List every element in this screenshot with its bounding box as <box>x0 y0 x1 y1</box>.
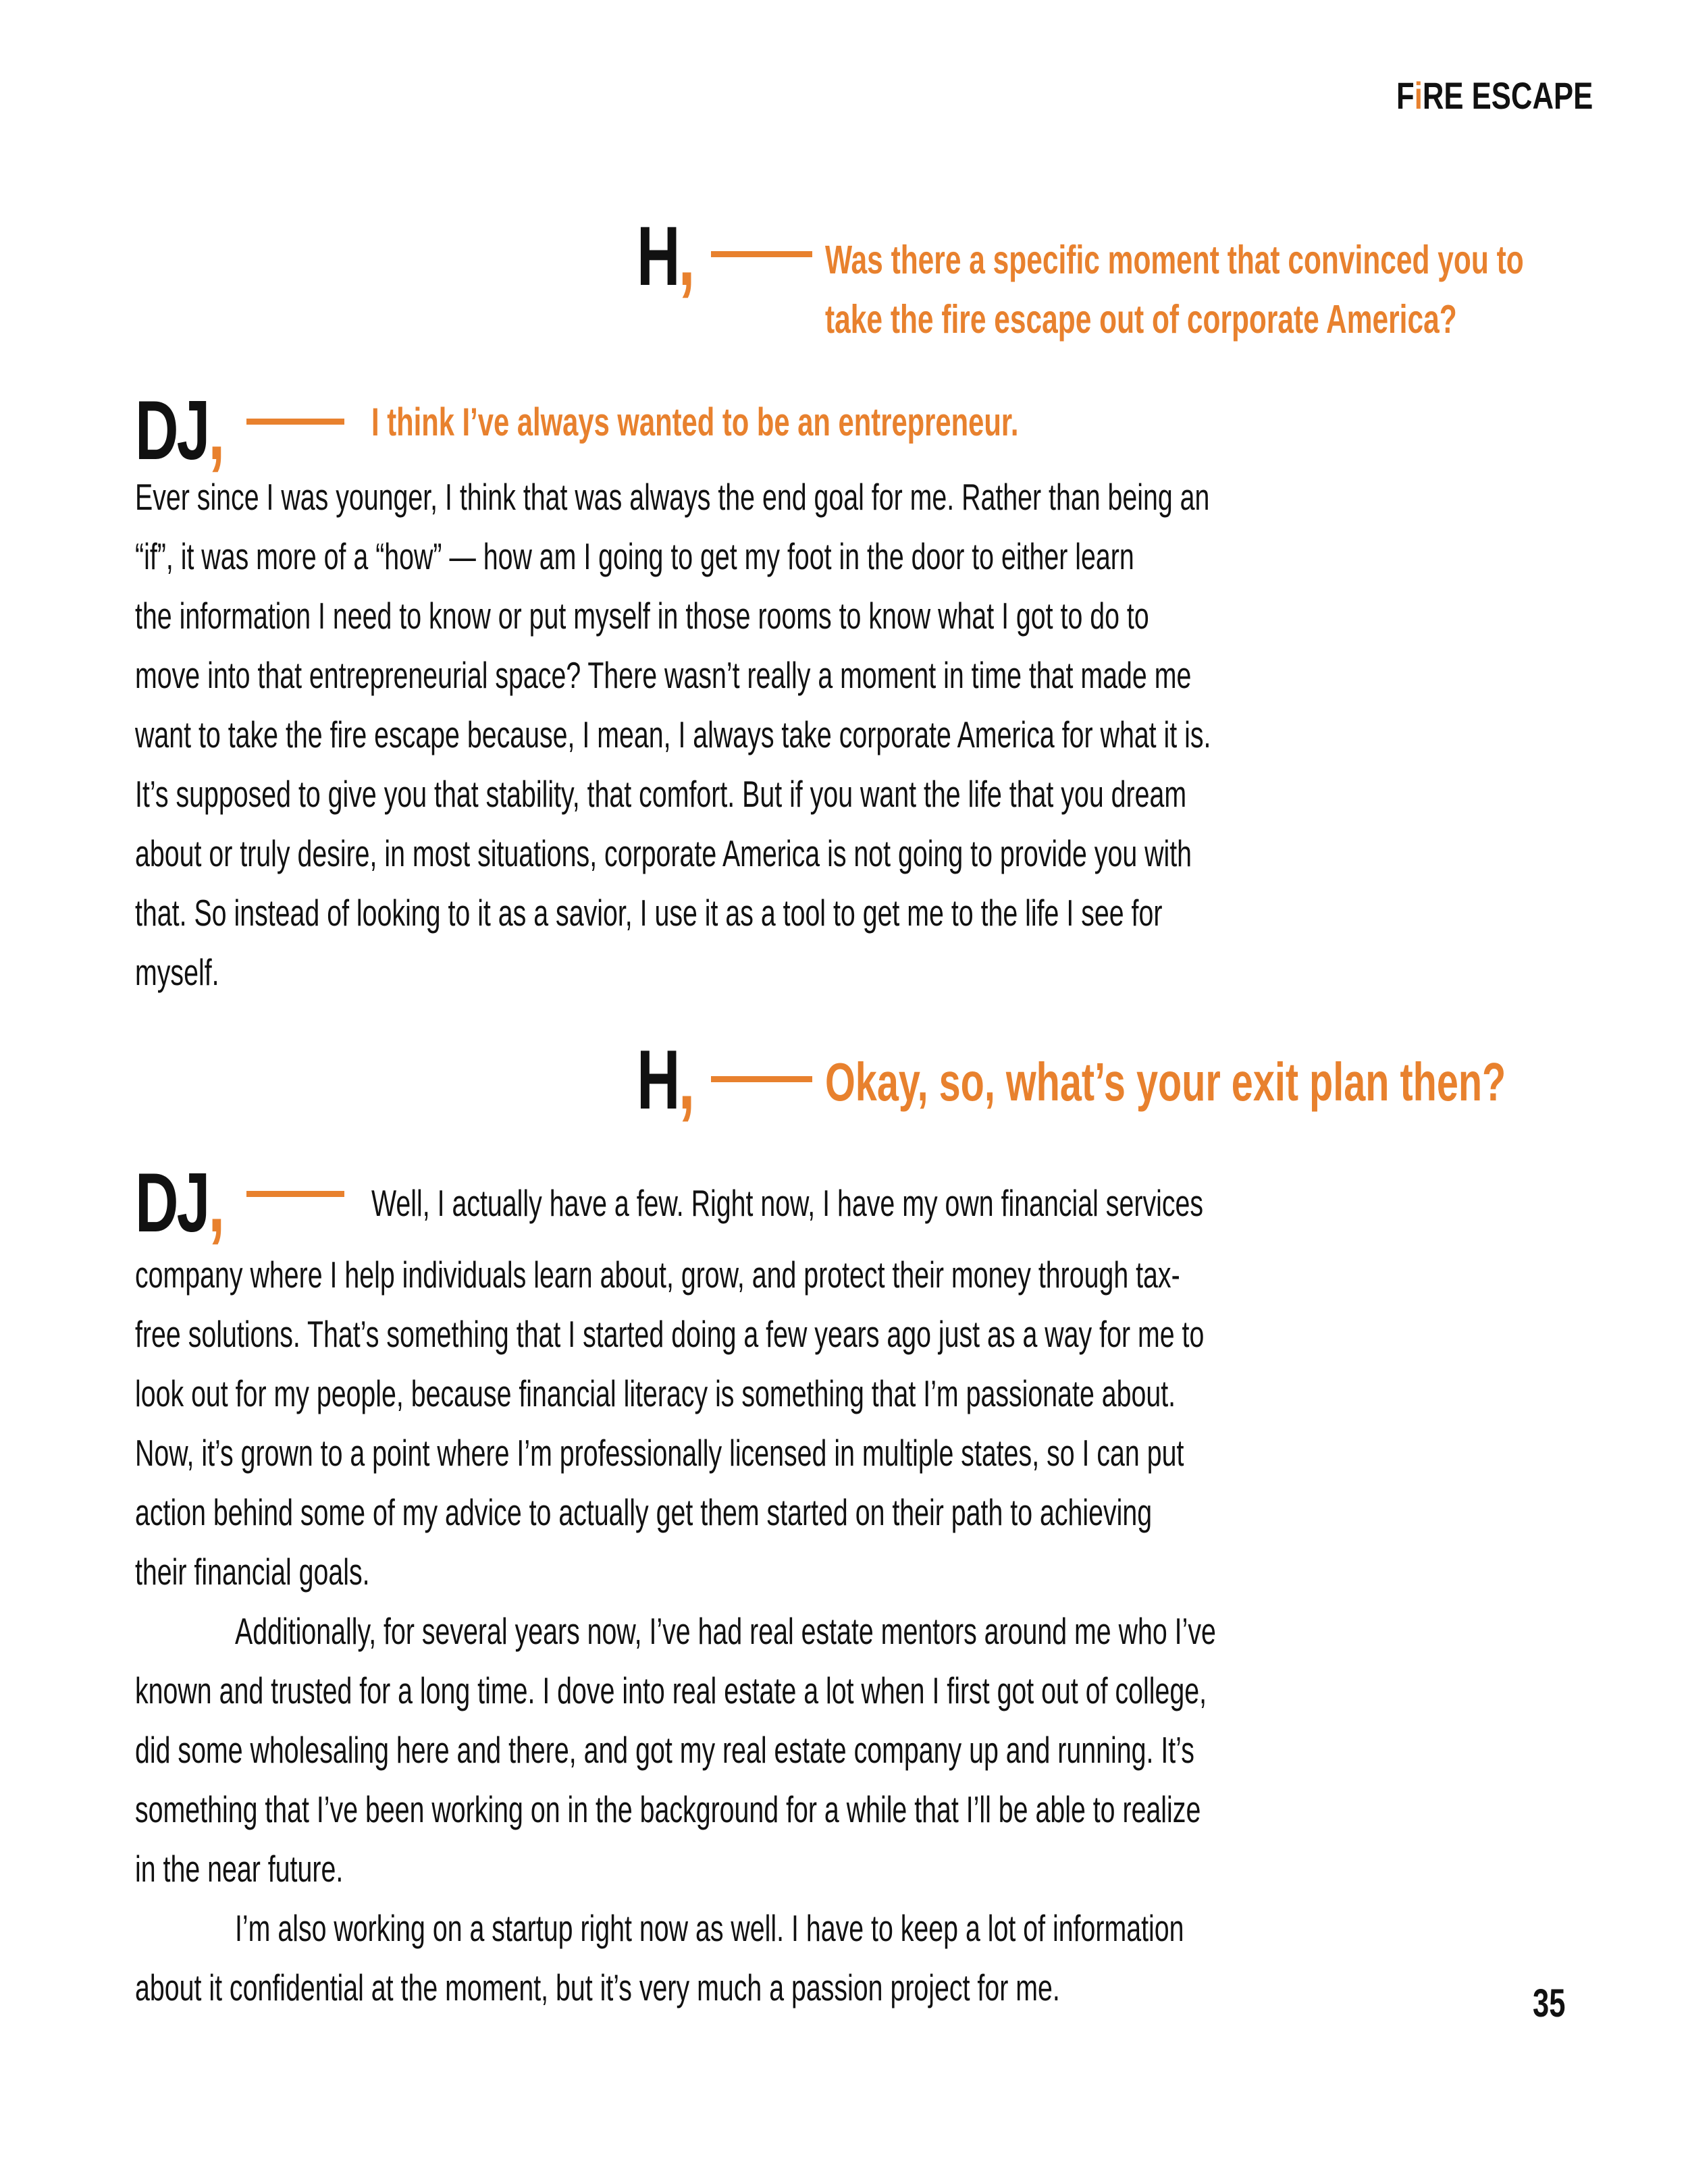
answer-lead-2: Well, I actually have a few. Right now, I have my own financial services <box>371 1182 1204 1224</box>
speaker-dash <box>246 419 344 425</box>
paragraph-line: move into that entrepreneurial space? There wasn’t really a moment in time that made me <box>135 654 1192 696</box>
brand-i-accent: i <box>1414 74 1423 117</box>
brand-rest: RE ESCAPE <box>1422 74 1593 117</box>
question-2: Okay, so, what’s your exit plan then? <box>825 1052 1506 1112</box>
paragraph-line: want to take the fire escape because, I mean, I always take corporate America for what it is. <box>135 714 1211 755</box>
paragraph-line: about it confidential at the moment, but it’s very much a passion project for me. <box>135 1967 1060 2008</box>
paragraph-line: I’m also working on a startup right now as well. I have to keep a lot of information <box>235 1907 1184 1949</box>
paragraph-line: known and trusted for a long time. I dove into real estate a lot when I first got out of college, <box>135 1670 1207 1711</box>
paragraph-line: in the near future. <box>135 1848 344 1890</box>
question-line: Was there a specific moment that convinced you to <box>825 238 1524 282</box>
speaker-dj-2: DJ, <box>135 1156 223 1250</box>
paragraph-line: the information I need to know or put myself in those rooms to know what I got to do to <box>135 595 1149 637</box>
paragraph-line: that. So instead of looking to it as a savior, I use it as a tool to get me to the life I see for <box>135 892 1163 934</box>
paragraph-line: free solutions. That’s something that I started doing a few years ago just as a way for me to <box>135 1313 1205 1355</box>
speaker-dash <box>711 251 812 257</box>
paragraph-line: action behind some of my advice to actually get them started on their path to achieving <box>135 1491 1153 1533</box>
question-line: take the fire escape out of corporate America? <box>825 297 1457 342</box>
speaker-dash <box>246 1191 344 1197</box>
speaker-h-1: H, <box>637 210 693 303</box>
paragraph-line: myself. <box>135 951 219 993</box>
paragraph-line: company where I help individuals learn about, grow, and protect their money through tax- <box>135 1254 1180 1296</box>
answer-lead-1: I think I’ve always wanted to be an entrepreneur. <box>371 400 1019 444</box>
paragraph-line: “if”, it was more of a “how” — how am I going to get my foot in the door to either learn <box>135 535 1134 577</box>
paragraph-line: about or truly desire, in most situations, corporate America is not going to provide you with <box>135 832 1192 874</box>
paragraph-line: Ever since I was younger, I think that was always the end goal for me. Rather than being an <box>135 476 1210 518</box>
page-number: 35 <box>1533 1981 1566 2025</box>
speaker-dj-1: DJ, <box>135 384 223 477</box>
paragraph-line: It’s supposed to give you that stability, that comfort. But if you want the life that you dream <box>135 773 1187 815</box>
speaker-dash <box>711 1076 812 1082</box>
speaker-h-2: H, <box>637 1034 693 1127</box>
paragraph-line: look out for my people, because financial literacy is something that I’m passionate about. <box>135 1373 1176 1414</box>
paragraph-line: something that I’ve been working on in the background for a while that I’ll be able to realize <box>135 1788 1201 1830</box>
brand-f: F <box>1396 74 1415 117</box>
paragraph-line: Additionally, for several years now, I’ve had real estate mentors around me who I’ve <box>235 1610 1216 1652</box>
magazine-brand <box>1396 76 1593 116</box>
paragraph-line: did some wholesaling here and there, and got my real estate company up and running. It’s <box>135 1729 1194 1771</box>
question-1 <box>825 238 1524 342</box>
paragraph-line: Now, it’s grown to a point where I’m professionally licensed in multiple states, so I can put <box>135 1432 1184 1474</box>
paragraph-line: their financial goals. <box>135 1551 370 1593</box>
